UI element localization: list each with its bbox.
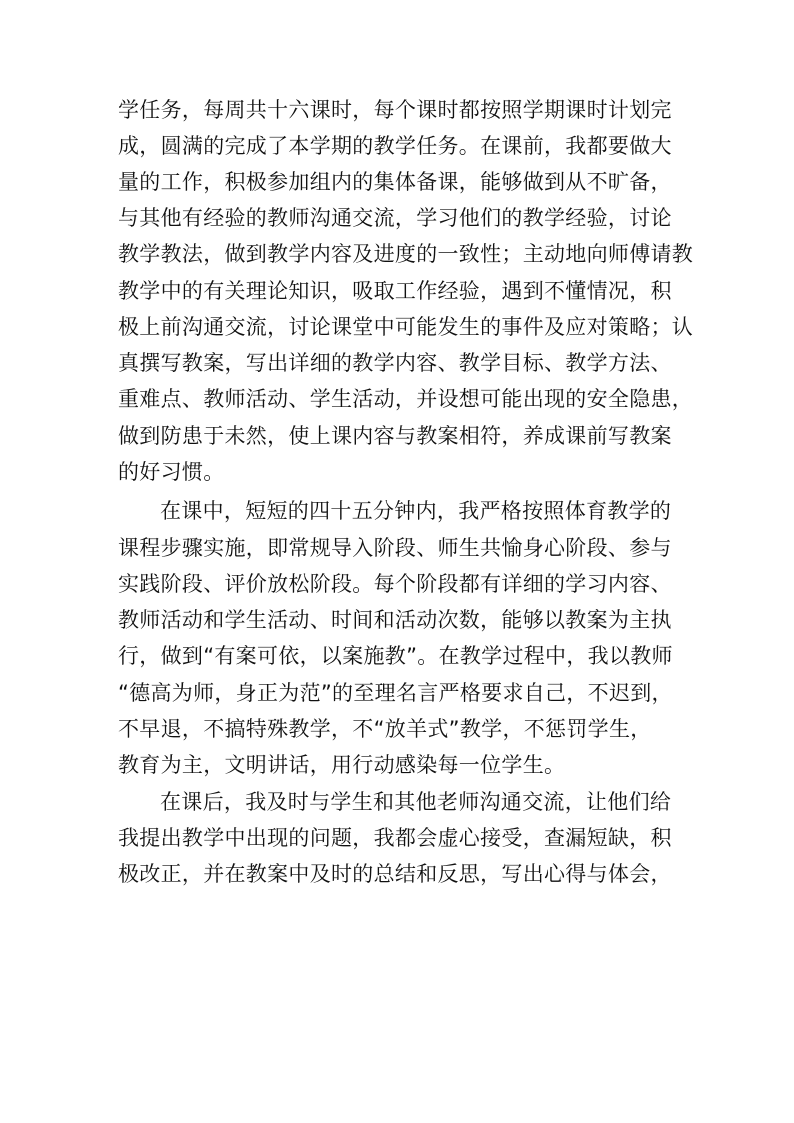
text-line: 真撰写教案，写出详细的教学内容、教学目标、教学方法、	[118, 351, 672, 375]
text-line: 教师活动和学生活动、时间和活动次数，能够以教案为主执	[118, 608, 672, 632]
text-line: 课程步骤实施，即常规导入阶段、师生共愉身心阶段、参与	[118, 536, 672, 560]
text-line: 学任务，每周共十六课时，每个课时都按照学期课时计划完	[118, 98, 672, 122]
text-line: “德高为师，身正为范”的至理名言严格要求自己，不迟到，	[118, 681, 673, 705]
text-line: 实践阶段、评价放松阶段。每个阶段都有详细的学习内容、	[118, 572, 672, 596]
text-line: 教学教法，做到教学内容及进度的一致性；主动地向师傅请教	[118, 242, 694, 266]
text-line: 教育为主，文明讲话，用行动感染每一位学生。	[118, 753, 566, 777]
text-line: 行，做到“有案可依，以案施教”。在教学过程中，我以教师	[118, 644, 673, 668]
paragraph-first-line: 在课中，短短的四十五分钟内，我严格按照体育教学的	[160, 499, 672, 523]
text-line: 重难点、教师活动、学生活动，并设想可能出现的安全隐患，	[118, 387, 694, 411]
text-line: 成，圆满的完成了本学期的教学任务。在课前，我都要做大	[118, 134, 672, 158]
text-line: 我提出教学中出现的问题，我都会虚心接受，查漏短缺，积	[118, 826, 672, 850]
text-line: 不早退，不搞特殊教学，不“放羊式”教学，不惩罚学生，	[118, 717, 652, 741]
text-line: 做到防患于未然，使上课内容与教案相符，养成课前写教案	[118, 424, 672, 448]
text-line: 教学中的有关理论知识，吸取工作经验，遇到不懂情况，积	[118, 279, 672, 303]
text-line: 的好习惯。	[118, 460, 225, 484]
paragraph-first-line: 在课后，我及时与学生和其他老师沟通交流，让他们给	[160, 790, 672, 814]
text-line: 与其他有经验的教师沟通交流，学习他们的教学经验，讨论	[118, 206, 672, 230]
text-line: 极上前沟通交流，讨论课堂中可能发生的事件及应对策略；认	[118, 315, 694, 339]
text-line: 极改正，并在教案中及时的总结和反思，写出心得与体会，	[118, 862, 672, 886]
text-line: 量的工作，积极参加组内的集体备课，能够做到从不旷备，	[118, 170, 672, 194]
